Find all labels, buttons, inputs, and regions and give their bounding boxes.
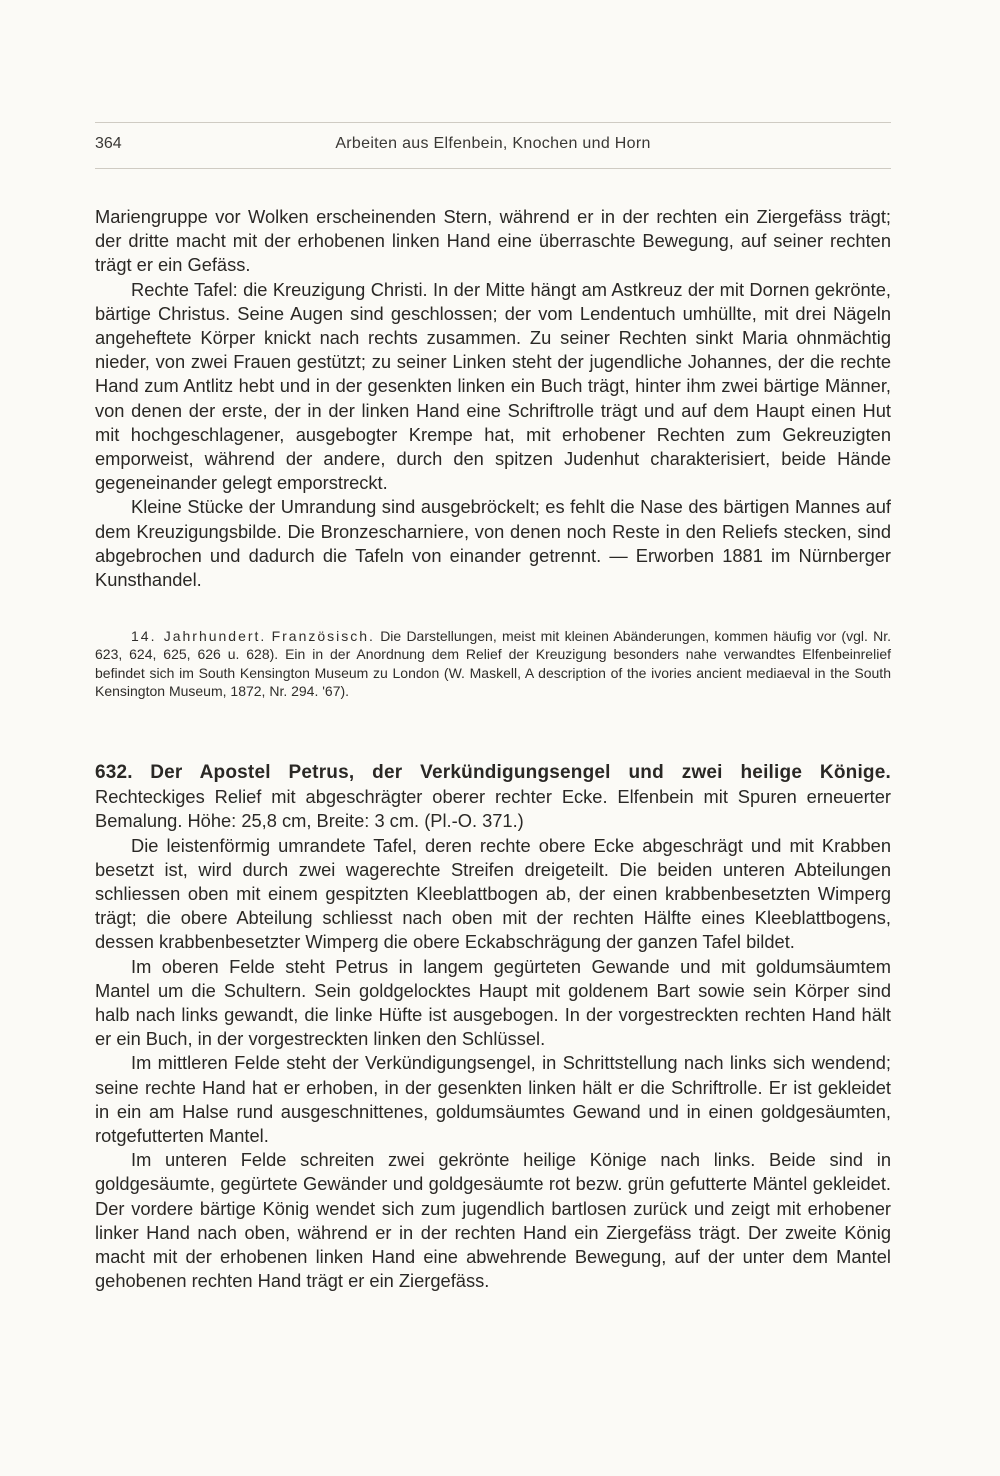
page-header [95, 130, 891, 158]
running-head: Arbeiten aus Elfenbein, Knochen und Horn [335, 135, 651, 152]
body-text [95, 205, 891, 592]
entry-heading [95, 760, 891, 834]
entry-paragraph-kings: Im unteren Felde schreiten zwei gekrönte heilige Könige nach links. Beide sind in goldgesäumte, gegürtete Gewänder und goldgesäumte rot bezw. grün gefutterte Mäntel gekleidet. Der vordere bärtige König wendet sich zum jugendlich bartlosen zurück und zeigt mit erhobener linker Hand nach oben, während er in der rechten Hand ein Ziergefäss trägt. Der zweite König macht mit der erhobenen linken Hand eine abwehrende Bewegung, auf der unter dem Mantel gehobenen rechten Hand trägt er ein Ziergefäss. [95, 1149, 891, 1292]
right-panel-paragraph: Rechte Tafel: die Kreuzigung Christi. In der Mitte hängt am Astkreuz der mit Dornen gekrönte, bärtige Christus. Seine Augen sind geschlossen; der vom Lendentuch umhüllte, mit drei Nägeln angeheftete Körper knickt nach rechts zusammen. Zu seiner Rechten sinkt Maria ohnmächtig nieder, von zwei Frauen gestützt; zu seiner Linken steht der jugendliche Johannes, der die rechte Hand zum Antlitz hebt und in der gesenkten linken ein Buch trägt, hinter ihm zwei bärtige Männer, von denen der erste, der in der linken Hand eine Schriftrolle trägt und auf dem Haupt einen Hut mit hochgeschlagener, ausgebogter Krempe hat, mit erhobener Rechten zum Gekreuzigten emporweist, während der andere, durch den spitzen Judenhut charakterisiert, beide Hände gegeneinander gelegt emporstreckt. [95, 278, 891, 494]
bibliographic-note [95, 627, 891, 701]
header-bottom-rule [95, 168, 891, 169]
note-text: Die Darstellungen, meist mit kleinen Abänderungen, kommen häufig vor (vgl. Nr. 623, 624, 625, 626 u. 628). Ein in der Anordnung dem Relief der Kreuzigung besonders nahe verwandtes Elfenbeinrelief befindet sich im South Kensington Museum zu London (W. Maskell, A description of the ivories ancient mediaeval in the South Kensington Museum, 1872, Nr. 294. '67). [95, 628, 892, 700]
damage-paragraph: Kleine Stücke der Umrandung sind ausgebröckelt; es fehlt die Nase des bärtigen Mannes auf dem Kreuzigungsbilde. Die Bronzescharniere, von denen noch Reste in den Reliefs stecken, sind abgebrochen und dadurch die Tafeln von einander getrennt. — Erworben 1881 im Nürnberger Kunsthandel. [95, 496, 891, 591]
entry-number: 632. [95, 762, 133, 783]
note-century: 14. Jahrhundert. [131, 628, 267, 644]
entry-paragraph-frame: Die leistenförmig umrandete Tafel, deren rechte obere Ecke abgeschrägt und mit Krabben besetzt ist, wird durch zwei wagerechte Streifen dreigeteilt. Die beiden unteren Abteilungen schliessen oben mit einem gespitzten Kleeblattbogen ab, der einen krabbenbesetzten Wimperg trägt; die obere Abteilung schliesst nach oben mit der rechten Hälfte eines Kleeblattbogens, dessen krabbenbesetzter Wimperg die obere Eckabschrägung der ganzen Tafel bildet. [95, 834, 891, 953]
header-top-rule [95, 122, 891, 123]
entry-specs: Rechteckiges Relief mit abgeschrägter oberer rechter Ecke. Elfenbein mit Spuren erneuerter Bemalung. Höhe: 25,8 cm, Breite: 3 cm. (Pl.-O. 371.) [95, 786, 891, 832]
entry-paragraph-petrus: Im oberen Felde steht Petrus in langem gegürteten Gewande und mit goldumsäumtem Mantel um die Schultern. Sein goldgelocktes Haupt mit goldenem Bart sowie sein Körper sind halb nach links gewandt, die linke Hüfte ist ausgebogen. In der vorgestreckten rechten Hand hält er ein Buch, in der vorgestreckten linken den Schlüssel. [95, 955, 891, 1050]
note-origin: Französisch. [271, 628, 375, 644]
page-number: 364 [95, 135, 122, 152]
entry-title: Der Apostel Petrus, der Verkündigungsengel und zwei heilige Könige. [150, 762, 891, 783]
catalogue-entry [95, 760, 891, 1293]
continuation-paragraph: Mariengruppe vor Wolken erscheinenden Stern, während er in der rechten ein Ziergefäss trägt; der dritte macht mit der erhobenen linken Hand eine überraschte Bewegung, auf seiner rechten trägt er ein Gefäss. [95, 206, 891, 276]
entry-paragraph-angel: Im mittleren Felde steht der Verkündigungsengel, in Schrittstellung nach links sich wendend; seine rechte Hand hat er erhoben, in der gesenkten linken hält er die Schriftrolle. Er ist gekleidet in ein am Halse rund ausgeschnittenes, goldumsäumtes Gewand und in einen goldgesäumten, rotgefutterten Mantel. [95, 1052, 891, 1147]
